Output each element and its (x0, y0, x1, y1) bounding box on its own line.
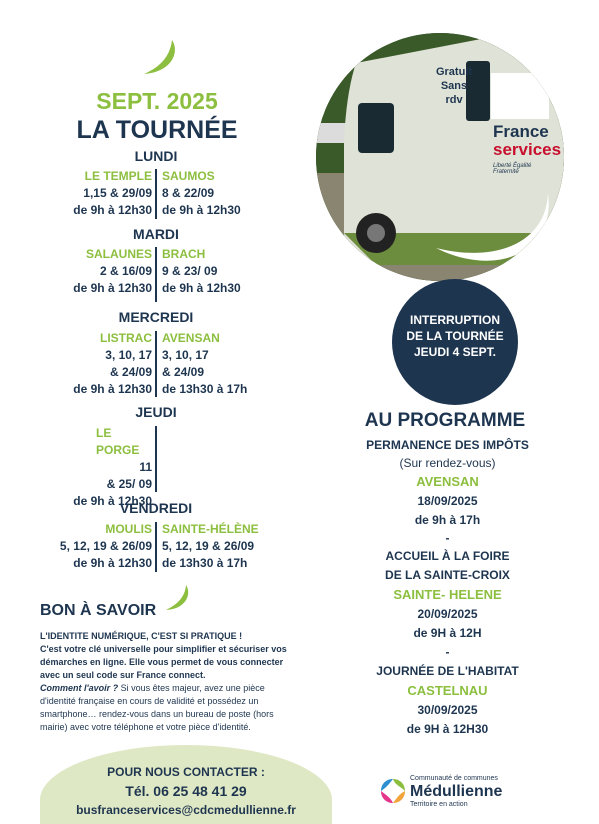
event-date: 18/09/2025 (417, 494, 478, 508)
info-text (40, 630, 302, 734)
monday-left (4, 168, 152, 219)
event-note: (Sur rendez-vous) (399, 456, 496, 470)
divider (155, 247, 157, 302)
place-name: AVENSAN (162, 331, 220, 345)
leaf-icon (160, 582, 194, 616)
van-brand: France (493, 122, 549, 141)
page-title: LA TOURNÉE (76, 116, 238, 144)
thursday-left (4, 425, 152, 510)
van-text: Gratuit (435, 66, 473, 78)
wednesday-left (4, 330, 152, 398)
event-title: PERMANENCE DES IMPÔTS (366, 438, 529, 452)
interruption-line: JEUDI 4 SEPT. (413, 345, 497, 359)
logo-tagline: Territoire en action (410, 801, 468, 808)
day-tuesday: MARDI (133, 226, 179, 242)
wednesday-right (162, 330, 302, 398)
hours: de 9h à 12h30 (162, 281, 241, 295)
hours: de 9h à 12h30 (73, 382, 152, 396)
day-friday: VENDREDI (119, 500, 193, 516)
place-name: LISTRAC (100, 331, 152, 345)
place-name: BRACH (162, 247, 206, 261)
divider (155, 426, 157, 492)
hours: de 9h à 12h30 (162, 203, 241, 217)
dates: 2 & 16/09 (99, 264, 152, 278)
dates: & 24/09 (109, 365, 152, 379)
logo-name: Médullienne (410, 783, 503, 800)
dates: & 25/ 09 (106, 477, 152, 491)
event-place: CASTELNAU (407, 683, 488, 698)
place-name: MOULIS (105, 522, 152, 536)
dates: 5, 12, 19 & 26/09 (59, 539, 152, 553)
event-title: DE LA SAINTE-CROIX (385, 568, 510, 582)
divider (155, 331, 157, 397)
hours: de 13h30 à 17h (162, 382, 248, 396)
van-text: Sans rdv (440, 80, 468, 106)
event-title: JOURNÉE DE L'HABITAT (376, 664, 519, 678)
day-thursday: JEUDI (135, 404, 177, 420)
friday-left (4, 521, 152, 572)
program-title: AU PROGRAMME (364, 410, 526, 431)
dates: 5, 12, 19 & 26/09 (162, 539, 255, 553)
dates: & 24/09 (162, 365, 205, 379)
dates: 1,15 & 29/09 (83, 186, 152, 200)
dates: 9 & 23/ 09 (162, 264, 218, 278)
interruption-badge (392, 279, 518, 405)
event-date: 20/09/2025 (417, 607, 478, 621)
event-separator: - (445, 645, 450, 659)
event-title: ACCUEIL À LA FOIRE (385, 549, 510, 563)
van-brand: services (493, 140, 562, 159)
day-monday: LUNDI (134, 148, 178, 164)
info-heading: L'IDENTITE NUMÉRIQUE, C'EST SI PRATIQUE ! (40, 631, 243, 641)
contact-title: POUR NOUS CONTACTER : (107, 765, 265, 779)
month-title: SEPT. 2025 (96, 88, 218, 114)
event-place: SAINTE- HELENE (393, 587, 502, 602)
event-hours: de 9H à 12H30 (406, 722, 489, 736)
place-name: SALAUNES (85, 247, 152, 261)
hours: de 9h à 12h30 (73, 281, 152, 295)
van-motto: Liberté Égalité Fraternité (493, 163, 532, 175)
dates: 8 & 22/09 (162, 186, 215, 200)
tuesday-right (162, 246, 302, 297)
place-name: SAUMOS (162, 169, 215, 183)
divider (155, 169, 157, 219)
contact-phone[interactable]: Tél. 06 25 48 41 29 (125, 783, 247, 799)
interruption-line: INTERRUPTION (410, 313, 500, 327)
day-wednesday: MERCREDI (118, 309, 194, 325)
monday-right (162, 168, 302, 219)
hours: de 9h à 12h30 (73, 494, 152, 508)
hours: de 13h30 à 17h (162, 556, 248, 570)
tuesday-left (4, 246, 152, 297)
place-name: SAINTE-HÉLÈNE (162, 522, 259, 536)
divider (155, 522, 157, 572)
leaf-icon (136, 36, 182, 82)
dates: 3, 10, 17 (105, 348, 152, 362)
dates: 11 (139, 460, 152, 474)
info-title: BON À SAVOIR (40, 602, 157, 619)
info-paragraph: C'est votre clé universelle pour simplifier et sécuriser vos démarches en ligne. Elle vous permet de vous connecter avec un seul code sur France connect. (40, 644, 287, 680)
interruption-line: DE LA TOURNÉE (406, 329, 504, 343)
contact-email[interactable]: busfranceservices@cdcmedullienne.fr (76, 803, 296, 817)
hours: de 9h à 12h30 (73, 556, 152, 570)
dates: 3, 10, 17 (162, 348, 209, 362)
place-name: LE TEMPLE (84, 169, 152, 183)
friday-right (162, 521, 302, 572)
event-place: AVENSAN (416, 474, 479, 489)
event-hours: de 9h à 17h (414, 513, 481, 527)
info-paragraph: Si vous êtes majeur, avez une pièce d'identité française en cours de validité et possédez un smartphone… rendez-vous dans un bureau de poste (hors mairie) avec votre téléphone et votre pièce d'identité. (40, 683, 274, 732)
event-separator: - (445, 531, 450, 545)
van-photo (316, 33, 564, 281)
event-date: 30/09/2025 (417, 703, 478, 717)
event-hours: de 9H à 12H (413, 626, 482, 640)
logo-subtitle: Communauté de communes (410, 775, 498, 782)
info-question: Comment l'avoir ? (40, 683, 119, 693)
hours: de 9h à 12h30 (73, 203, 152, 217)
medullienne-logo-icon (378, 776, 408, 806)
place-name: LE PORGE (96, 426, 140, 457)
